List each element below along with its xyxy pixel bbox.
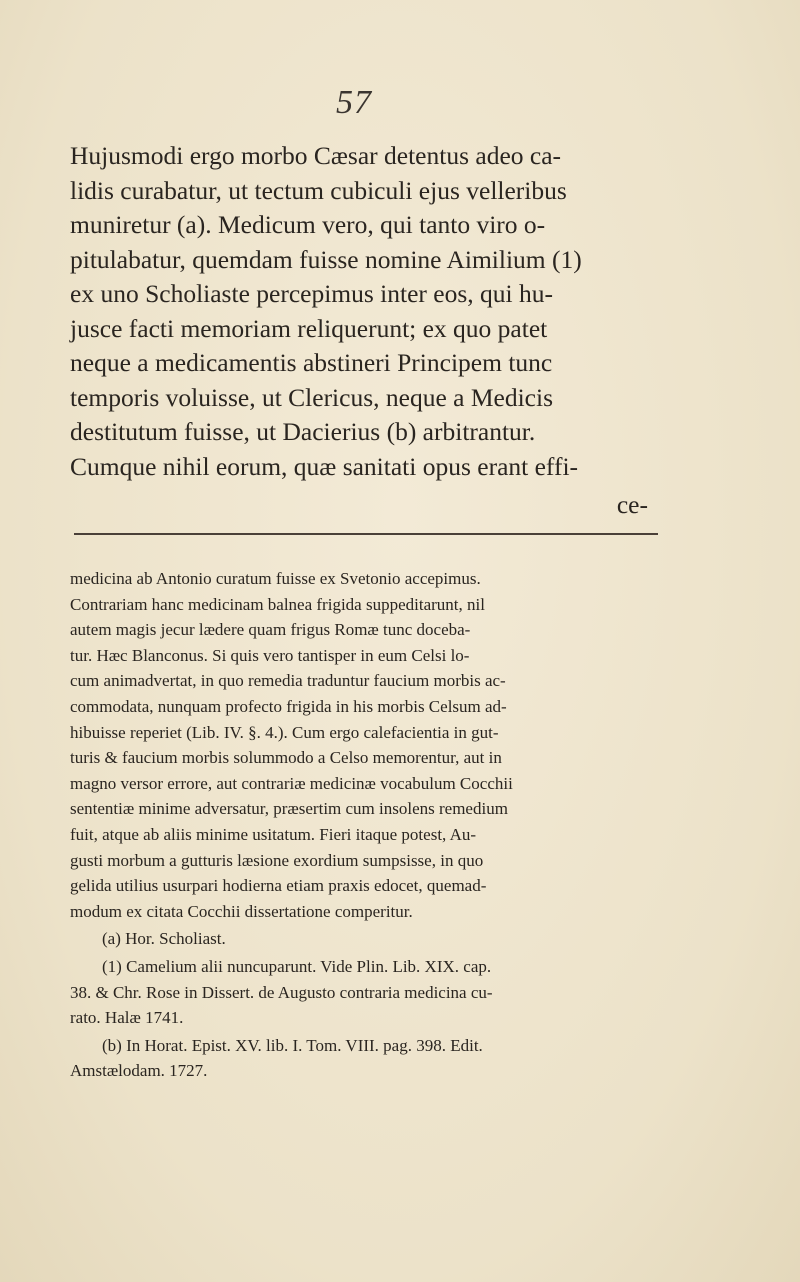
main-line: muniretur (a). Medicum vero, qui tanto viro o- — [70, 210, 546, 239]
footnote-divider — [74, 533, 658, 535]
note-line: fuit, atque ab aliis minime usitatum. Fieri itaque potest, Au- — [70, 824, 477, 844]
note-line: turis & faucium morbis solummodo a Celso memorentur, aut in — [70, 748, 502, 768]
main-line: Hujusmodi ergo morbo Cæsar detentus adeo ca- — [70, 141, 562, 170]
note-line: sententiæ minime adversatur, præsertim cum insolens remedium — [70, 799, 508, 819]
catchword: ce- — [616, 490, 648, 519]
main-text-block — [70, 139, 658, 523]
main-line: jusce facti memoriam reliquerunt; ex quo patet — [70, 313, 548, 343]
note-line: cum animadvertat, in quo remedia traduntur faucium morbis ac- — [70, 671, 506, 691]
footnote-b — [70, 1033, 658, 1084]
footnote-a — [70, 926, 658, 952]
note-line: modum ex citata Cocchii dissertatione comperitur. — [70, 901, 413, 921]
main-line: destitutum fuisse, ut Dacierius (b) arbitrantur. — [70, 417, 536, 446]
footnote-1-line: 38. & Chr. Rose in Dissert. de Augusto contraria medicina cu- — [70, 982, 493, 1002]
main-line: lidis curabatur, ut tectum cubiculi ejus velleribus — [70, 175, 567, 205]
footnotes-block — [70, 566, 658, 1084]
main-line: neque a medicamentis abstineri Principem tunc — [70, 348, 553, 377]
footnote-a-line: (a) Hor. Scholiast. — [102, 929, 226, 949]
main-line: ex uno Scholiaste percepimus inter eos, qui hu- — [70, 279, 553, 308]
footnote-1 — [70, 954, 658, 1031]
footnote-b-line: Amstælodam. 1727. — [70, 1061, 208, 1081]
footnote-1-line: rato. Halæ 1741. — [70, 1008, 184, 1028]
note-line: commodata, nunquam profecto frigida in his morbis Celsum ad- — [70, 696, 507, 716]
main-line: Cumque nihil eorum, quæ sanitati opus erant effi- — [70, 451, 579, 481]
note-line: gelida utilius usurpari hodierna etiam praxis edocet, quemad- — [70, 876, 487, 896]
main-line: pitulabatur, quemdam fuisse nomine Aimilium (1) — [70, 244, 582, 274]
note-line: Contrariam hanc medicinam balnea frigida suppeditarunt, nil — [70, 594, 485, 614]
note-line: tur. Hæc Blanconus. Si quis vero tantisper in eum Celsi lo- — [70, 645, 470, 665]
note-line: magno versor errore, aut contrariæ medicinæ vocabulum Cocchii — [70, 773, 513, 793]
note-line: gusti morbum a gutturis læsione exordium sumpsisse, in quo — [70, 850, 484, 870]
main-line: temporis voluisse, ut Clericus, neque a Medicis — [70, 382, 553, 412]
note-line: medicina ab Antonio curatum fuisse ex Svetonio accepimus. — [70, 569, 481, 588]
note-line: hibuisse reperiet (Lib. IV. §. 4.). Cum ergo calefacientia in gut- — [70, 722, 499, 742]
page-number: 57 — [336, 84, 372, 121]
note-line: autem magis jecur lædere quam frigus Romæ tunc doceba- — [70, 620, 471, 640]
footnote-b-line: (b) In Horat. Epist. XV. lib. I. Tom. VIII. pag. 398. Edit. — [102, 1035, 483, 1055]
footnote-1-line: (1) Camelium alii nuncuparunt. Vide Plin. Lib. XIX. cap. — [102, 956, 492, 976]
